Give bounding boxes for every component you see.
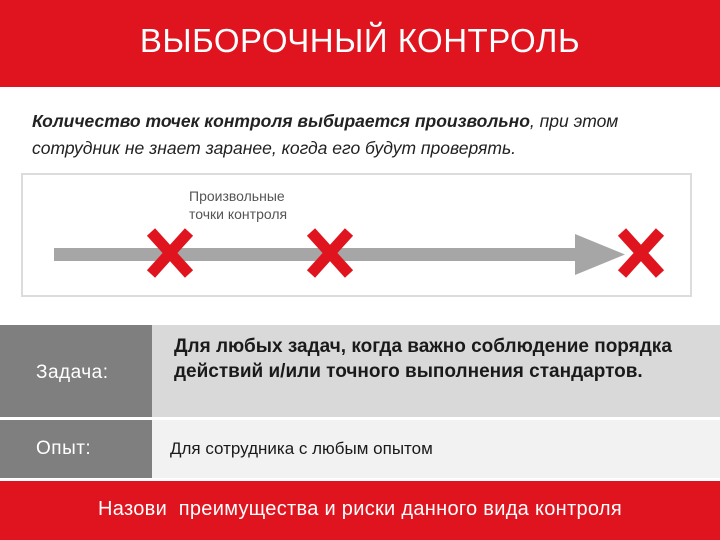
intro-rest-text: , при этом сотрудник не знает заранее, когда его будут проверять.: [32, 111, 619, 158]
footer-text: Назови преимущества и риски данного вида контроля: [98, 498, 622, 520]
control-point-cross-3: [622, 232, 660, 274]
experience-text: Для сотрудника с любым опытом: [170, 439, 433, 458]
diagram-label-line1: Произвольные: [189, 188, 285, 204]
intro-paragraph: [32, 108, 692, 162]
control-points-diagram: [21, 173, 692, 297]
timeline-arrow-head: [575, 234, 625, 275]
task-text: Для любых задач, когда важно соблюдение порядка действий и/или точного выполнения стандартов.: [174, 336, 672, 382]
page-title: ВЫБОРОЧНЫЙ КОНТРОЛЬ: [139, 22, 581, 59]
task-label: Задача:: [36, 362, 109, 383]
intro-bold-text: Количество точек контроля выбирается произвольно: [32, 111, 530, 131]
experience-label: Опыт:: [36, 438, 92, 459]
diagram-label-line2: точки контроля: [189, 206, 288, 222]
timeline-graphic: [23, 175, 690, 295]
